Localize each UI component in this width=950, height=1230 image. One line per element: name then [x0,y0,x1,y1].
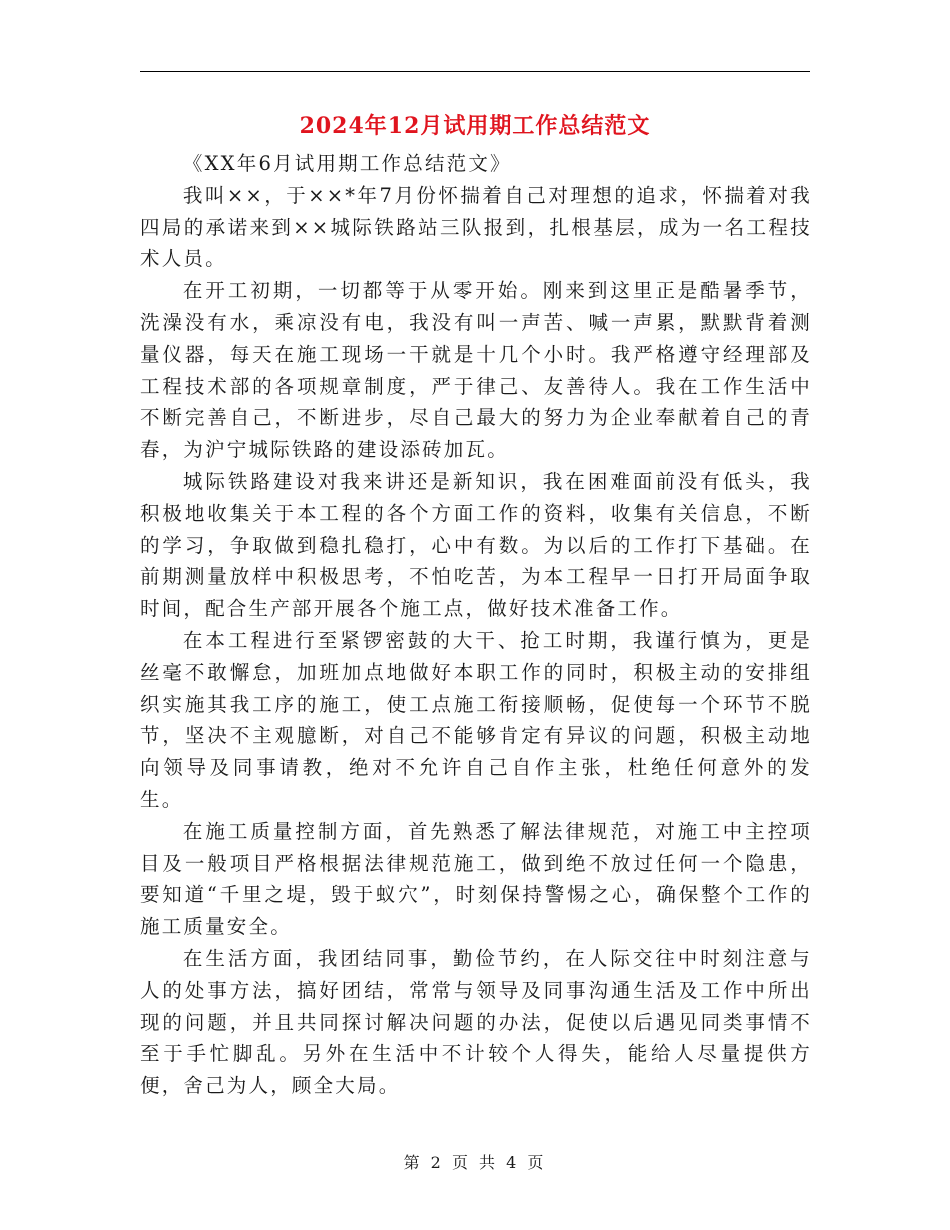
paragraph-5: 在施工质量控制方面，首先熟悉了解法律规范，对施工中主控项目及一般项目严格根据法律规范施工，做到绝不放过任何一个隐患，要知道“千里之堤，毁于蚁穴”，时刻保持警惕之心，确保整个工作的施工质量安全。 [140,819,812,939]
paragraph-6: 在生活方面，我团结同事，勤俭节约，在人际交往中时刻注意与人的处事方法，搞好团结，常常与领导及同事沟通生活及工作中所出现的问题，并且共同探讨解决问题的办法，促使以后遇见同类事情不至于手忙脚乱。另外在生活中不计较个人得失，能给人尽量提供方便，舍己为人，顾全大局。 [140,946,812,1098]
document-title: 2024年12月试用期工作总结范文 [299,113,651,139]
document-body [140,148,812,1102]
paragraph-3: 城际铁路建设对我来讲还是新知识，我在困难面前没有低头，我积极地收集关于本工程的各个方面工作的资料，收集有关信息，不断的学习，争取做到稳扎稳打，心中有数。为以后的工作打下基础。在前期测量放样中积极思考，不怕吃苦，为本工程早一日打开局面争取时间，配合生产部开展各个施工点，做好技术准备工作。 [140,469,812,621]
paragraph-subtitle: 《XX年6月试用期工作总结范文》 [182,152,512,175]
paragraph-2: 在开工初期，一切都等于从零开始。刚来到这里正是酷暑季节，洗澡没有水，乘凉没有电，我没有叫一声苦、喊一声累，默默背着测量仪器，每天在施工现场一干就是十几个小时。我严格遵守经理部及工程技术部的各项规章制度，严于律己、友善待人。我在工作生活中不断完善自己，不断进步，尽自己最大的努力为企业奉献着自己的青春，为沪宁城际铁路的建设添砖加瓦。 [140,279,812,462]
paragraph-4: 在本工程进行至紧锣密鼓的大干、抢工时期，我谨行慎为，更是丝毫不敢懈怠，加班加点地做好本职工作的同时，积极主动的安排组织实施其我工序的施工，使工点施工衔接顺畅，促使每一个环节不脱节，坚决不主观臆断，对自己不能够肯定有异议的问题，积极主动地向领导及同事请教，绝对不允许自己自作主张，杜绝任何意外的发生。 [140,628,812,811]
page-footer: 第 2 页 共 4 页 [403,1153,547,1172]
paragraph-1: 我叫××，于××*年7月份怀揣着自己对理想的追求，怀揣着对我四局的承诺来到××城际铁路站三队报到，扎根基层，成为一名工程技术人员。 [140,183,812,271]
header-rule [140,71,810,72]
